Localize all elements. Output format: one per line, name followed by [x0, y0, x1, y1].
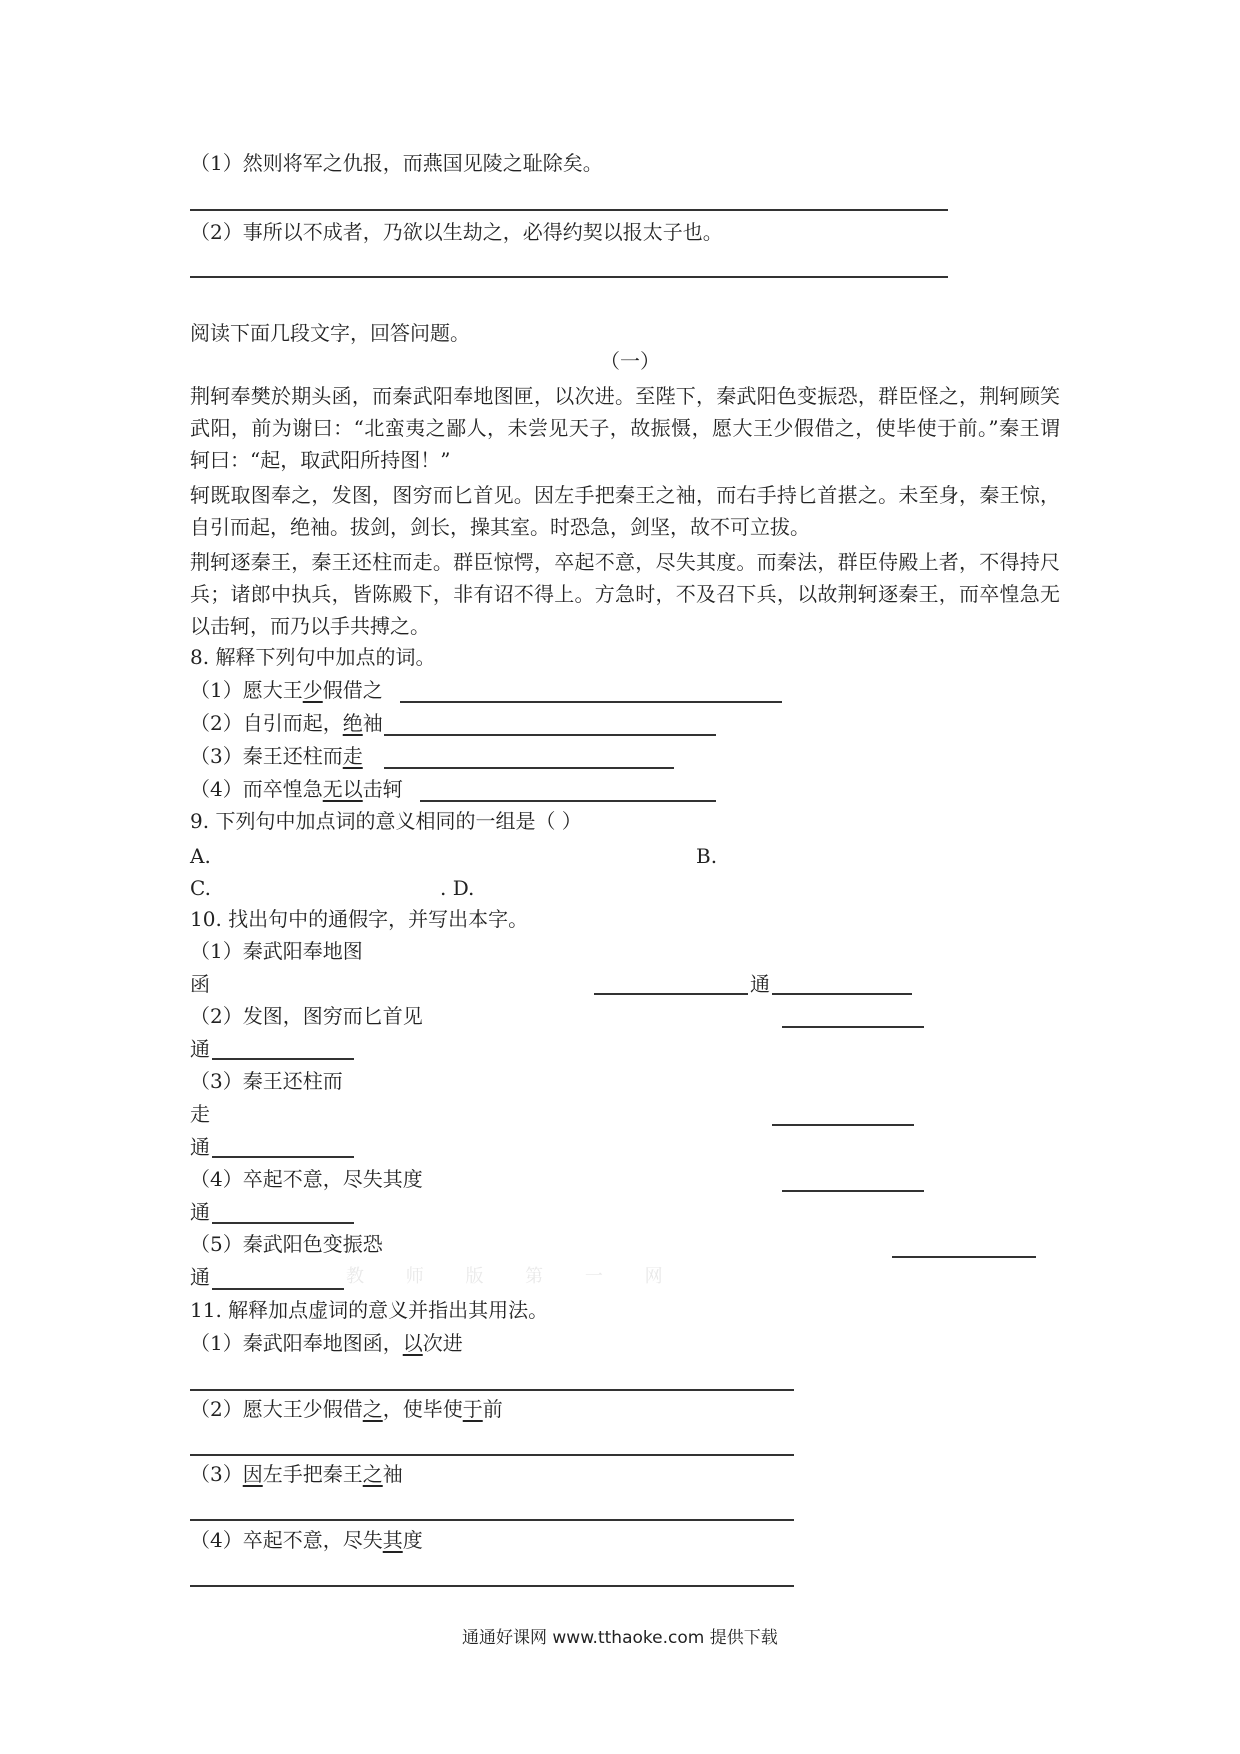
q10-answer-line[interactable] — [782, 1026, 924, 1028]
q11-answer-line-4[interactable] — [190, 1585, 794, 1587]
q8-item-4: （4）而卒惶急无以击轲 — [190, 777, 403, 801]
dotted-word: 其 — [382, 1528, 403, 1552]
q10-item-5: （5）秦武阳色变振恐 — [190, 1232, 383, 1256]
q10-answer-line[interactable] — [892, 1256, 1036, 1258]
dotted-word: 以 — [402, 1331, 423, 1355]
q9-option-a[interactable]: A. — [190, 844, 211, 868]
q8-item-2: （2）自引而起，绝袖 — [190, 711, 383, 735]
top-question-2: （2）事所以不成者，乃欲以生劫之，必得约契以报太子也。 — [190, 220, 723, 244]
q10-answer-line[interactable] — [594, 993, 748, 995]
q10-answer-line[interactable] — [212, 1222, 354, 1224]
q10-item-1-cont: 函 — [190, 972, 210, 996]
q10-answer-line[interactable] — [212, 1288, 344, 1290]
dotted-word: 绝 — [342, 711, 363, 735]
q10-answer-line[interactable] — [212, 1058, 354, 1060]
q8-answer-line-3[interactable] — [384, 767, 674, 769]
q10-answer-line[interactable] — [782, 1190, 924, 1192]
q9-option-c[interactable]: C. — [190, 876, 211, 900]
q10-item-1: （1）秦武阳奉地图 — [190, 939, 363, 963]
q10-answer-line[interactable] — [212, 1156, 354, 1158]
q8-answer-line-2[interactable] — [384, 734, 716, 736]
q10-answer-line[interactable] — [772, 993, 912, 995]
dotted-word: 之 — [362, 1462, 383, 1486]
dotted-word: 少 — [302, 678, 323, 702]
q10-stem: 10. 找出句中的通假字，并写出本字。 — [190, 907, 529, 931]
section-title: （一） — [600, 349, 660, 373]
passage-paragraph-3: 荆轲逐秦王，秦王还柱而走。群臣惊愕，卒起不意，尽失其度。而秦法，群臣侍殿上者，不得持尺兵；诸郎中执兵，皆陈殿下，非有诏不得上。方急时，不及召下兵，以故荆轲逐秦王，而卒惶急无以击轲，而乃以手共搏之。 — [190, 550, 1060, 638]
q10-item-3-cont: 走 — [190, 1102, 210, 1126]
q11-item-1: （1）秦武阳奉地图函，以次进 — [190, 1331, 463, 1355]
q8-item-3: （3）秦王还柱而走 — [190, 744, 363, 768]
q11-item-4: （4）卒起不意，尽失其度 — [190, 1528, 423, 1552]
q11-item-2: （2）愿大王少假借之，使毕使于前 — [190, 1397, 503, 1421]
q11-stem: 11. 解释加点虚词的意义并指出其用法。 — [190, 1298, 549, 1322]
q11-answer-line-1[interactable] — [190, 1389, 794, 1391]
answer-line — [190, 209, 948, 211]
watermark: 教 师 版 第 一 网 — [346, 1266, 681, 1287]
instruction: 阅读下面几段文字，回答问题。 — [190, 321, 470, 345]
footer-credit: 通通好课网 www.tthaoke.com 提供下载 — [462, 1628, 778, 1648]
q11-answer-line-3[interactable] — [190, 1519, 794, 1521]
dotted-word: 之 — [362, 1397, 383, 1421]
q11-item-3: （3）因左手把秦王之袖 — [190, 1462, 403, 1486]
dotted-word: 于 — [462, 1397, 483, 1421]
tong-label: 通 — [190, 1265, 210, 1289]
q10-item-3: （3）秦王还柱而 — [190, 1069, 343, 1093]
passage-paragraph-2: 轲既取图奉之，发图，图穷而匕首见。因左手把秦王之袖，而右手持匕首揕之。未至身，秦王惊，自引而起，绝袖。拔剑，剑长，操其室。时恐急，剑坚，故不可立拔。 — [190, 483, 1060, 539]
dotted-word: 因 — [242, 1462, 263, 1486]
q9-option-b[interactable]: B. — [696, 844, 718, 868]
tong-label: 通 — [190, 1200, 210, 1224]
q9-stem: 9. 下列句中加点词的意义相同的一组是（ ） — [190, 809, 582, 833]
answer-line — [190, 276, 948, 278]
top-question-1: （1）然则将军之仇报，而燕国见陵之耻除矣。 — [190, 151, 603, 175]
tong-label: 通 — [190, 1037, 210, 1061]
passage-paragraph-1: 荆轲奉樊於期头函，而秦武阳奉地图匣，以次进。至陛下，秦武阳色变振恐，群臣怪之，荆轲顾笑武阳，前为谢曰：“北蛮夷之鄙人，未尝见天子，故振慑，愿大王少假借之，使毕使于前。”秦王谓轲曰：“起，取武阳所持图！” — [190, 384, 1060, 472]
q8-stem: 8. 解释下列句中加点的词。 — [190, 645, 436, 669]
q11-answer-line-2[interactable] — [190, 1454, 794, 1456]
q10-item-4: （4）卒起不意，尽失其度 — [190, 1167, 423, 1191]
tong-label: 通 — [750, 972, 770, 996]
tong-label: 通 — [190, 1135, 210, 1159]
dotted-word: 无以 — [322, 777, 363, 801]
q10-item-2: （2）发图，图穷而匕首见 — [190, 1004, 423, 1028]
q9-option-d[interactable]: . D. — [440, 876, 475, 900]
q8-item-1: （1）愿大王少假借之 — [190, 678, 383, 702]
q10-answer-line[interactable] — [772, 1124, 914, 1126]
q8-answer-line-1[interactable] — [400, 701, 782, 703]
q8-answer-line-4[interactable] — [420, 800, 716, 802]
dotted-word: 走 — [342, 744, 363, 768]
